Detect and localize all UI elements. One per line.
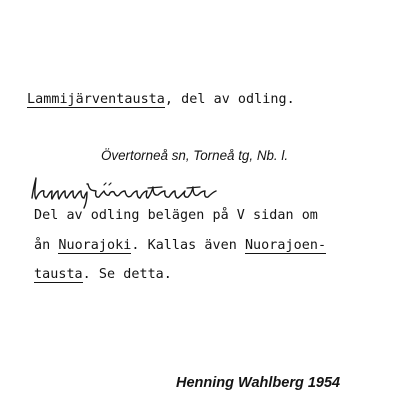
reference-nuorajoentausta-part1: Nuorajoen- — [244, 238, 327, 253]
description-line-3 — [34, 267, 172, 282]
signature: Henning Wahlberg 1954 — [176, 375, 341, 391]
card-heading-line — [27, 92, 295, 107]
reference-nuorajoki: Nuorajoki — [58, 238, 132, 253]
description-line-1: Del av odling belägen på V sidan om — [34, 208, 318, 223]
headword-suffix: , del av odling. — [164, 92, 295, 107]
handwritten-placename — [30, 170, 260, 210]
headword: Lammijärventausta — [27, 92, 165, 107]
reference-nuorajoentausta-part2: tausta — [34, 267, 83, 282]
description-line-2-middle: . Kallas även — [131, 238, 245, 253]
description-line-2 — [34, 238, 326, 253]
description-line-3-suffix: . Se detta. — [82, 267, 172, 282]
description-line-2-prefix: ån — [34, 238, 59, 253]
location-stamp: Övertorneå sn, Torneå tg, Nb. l. — [101, 148, 289, 163]
